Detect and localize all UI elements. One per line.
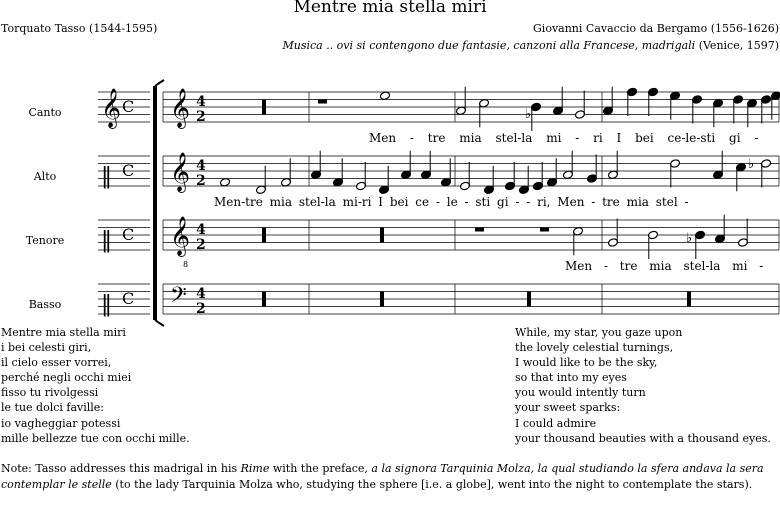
flat-sign: ♭: [525, 107, 532, 122]
voice-name-alto: Alto: [33, 170, 57, 183]
mensuration-sign: C: [122, 97, 135, 116]
breve-rest: [262, 292, 266, 307]
source-title: Musica .. ovi si contengono due fantasie, canzoni alla Francese, madrigali: [282, 39, 696, 52]
breve-rest: [687, 292, 691, 307]
source-place: (Venice, 1597): [698, 39, 779, 52]
breve-rest: [527, 292, 531, 307]
mensuration-sign: C: [122, 225, 135, 244]
note-label: Note: Tasso addresses this madrigal in his: [1, 462, 241, 475]
poem-it-line: il cielo esser vorrei,: [1, 356, 112, 370]
note: [380, 91, 391, 101]
poem-en-line: your sweet sparks:: [515, 401, 621, 415]
note: [220, 177, 231, 187]
time-signature-numerator: 4: [196, 94, 206, 110]
note-mid: with the preface,: [269, 462, 372, 475]
time-signature-numerator: 4: [196, 286, 206, 302]
time-signature-denominator: 2: [196, 173, 206, 189]
time-signature-denominator: 2: [196, 237, 206, 253]
poem-en-line: the lovely celestial turnings,: [515, 341, 674, 355]
treble-clef: 𝄞: [170, 216, 191, 256]
staff-lines: [98, 92, 779, 314]
poem-it-line: fisso tu rivolgessi: [1, 386, 99, 400]
poet-credit: Torquato Tasso (1544-1595): [1, 22, 158, 35]
mensuration-sign: C: [122, 289, 135, 308]
voice-name-canto: Canto: [28, 106, 62, 119]
whole-rest: [318, 100, 327, 104]
poem-en-line: your thousand beauties with a thousand eyes.: [515, 431, 771, 445]
time-signature-numerator: 4: [196, 158, 206, 174]
poem-it-line: i bei celesti giri,: [1, 341, 92, 355]
lyric-alto: Men-tre mia stel-la mi-ri I bei ce - le - sti gi - - ri, Men - tre mia stel -: [214, 195, 689, 209]
treble-clef: 𝄞: [170, 152, 191, 192]
whole-rest: [475, 228, 484, 232]
composer-credit: Giovanni Cavaccio da Bergamo (1556-1626): [533, 22, 779, 35]
poem-en-line: While, my star, you gaze upon: [515, 326, 683, 339]
treble-clef: 𝄞: [170, 88, 191, 128]
voice-name-basso: Basso: [28, 298, 62, 311]
flat-sign: ♭: [748, 157, 755, 172]
time-signature-denominator: 2: [196, 109, 206, 125]
whole-rest: [540, 228, 549, 232]
incipit-clef: ‖: [101, 292, 112, 317]
breve-rest: [380, 292, 384, 307]
poem-en-line: you would intently turn: [515, 386, 646, 400]
poem-it-line: mille bellezze tue con occhi mille.: [1, 431, 190, 445]
breve-rest: [262, 228, 266, 243]
poem-english: [515, 325, 771, 446]
flat-sign: ♭: [686, 231, 693, 246]
footnote: [1, 461, 777, 493]
note-rime: Rime: [240, 462, 270, 475]
lyric-tenore: Men - tre mia stel-la mi -: [565, 259, 764, 273]
incipit-clef: ‖: [101, 228, 112, 253]
breve-rest: [262, 100, 266, 115]
breve-rest: [380, 228, 384, 243]
note-preface: a la signora Tarquinia Molza, la qual studiando la sfera andava la sera contemplar le stelle: [1, 462, 764, 491]
time-signature-numerator: 4: [196, 222, 206, 238]
poem-italian: [1, 325, 190, 446]
voice-name-tenore: Tenore: [25, 234, 65, 247]
bass-clef: 𝄢: [170, 283, 187, 313]
incipit-clef: 𝄞: [101, 88, 122, 128]
poem-en-line: I could admire: [515, 416, 597, 430]
poem-it-line: le tue dolci faville:: [1, 401, 105, 415]
page-title: Mentre mia stella miri: [293, 0, 487, 17]
poem-en-line: I would like to be the sky,: [515, 356, 658, 370]
notes: [183, 87, 780, 307]
time-signature-denominator: 2: [196, 301, 206, 317]
bracket-hook-top: [155, 80, 164, 86]
octave-marker: 8: [183, 260, 189, 269]
poem-it-line: io vagheggiar potessi: [1, 416, 121, 430]
poem-it-line: perché negli occhi miei: [1, 371, 132, 385]
incipit-clef: ‖: [101, 164, 112, 189]
note-end: (to the lady Tarquinia Molza who, studying the sphere [i.e. a globe], went into the night to contemplate the stars).: [111, 478, 753, 491]
mensuration-sign: C: [122, 161, 135, 180]
poem-it-line: Mentre mia stella miri: [1, 326, 126, 339]
lyric-canto: Men - tre mia stel-la mi - ri I bei ce-le-sti gi -: [369, 131, 759, 145]
poem-en-line: so that into my eyes: [515, 371, 627, 385]
